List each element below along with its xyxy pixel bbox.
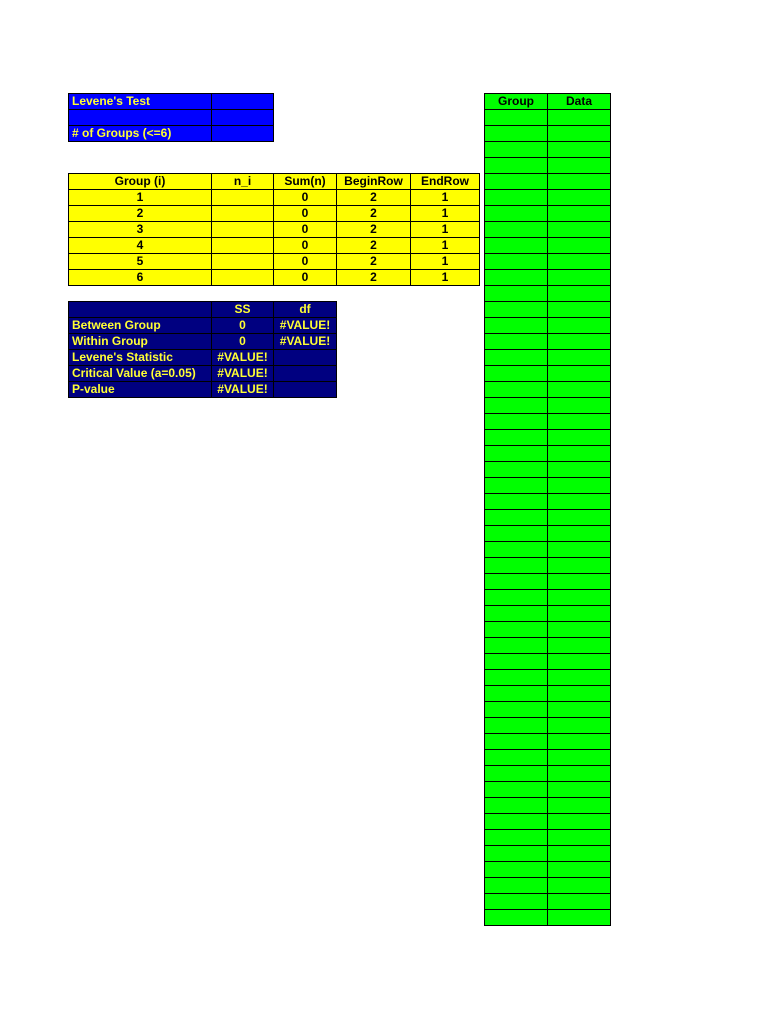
group-entry-cell[interactable] xyxy=(485,350,548,366)
group-entry-cell[interactable] xyxy=(485,798,548,814)
data-entry-cell[interactable] xyxy=(548,158,611,174)
data-entry-cell[interactable] xyxy=(548,878,611,894)
summary-ss-cell: #VALUE! xyxy=(212,350,274,366)
data-entry-cell[interactable] xyxy=(548,862,611,878)
data-entry-cell[interactable] xyxy=(548,334,611,350)
summary-label: Within Group xyxy=(69,334,212,350)
data-entry-row xyxy=(485,702,611,718)
group-entry-cell[interactable] xyxy=(485,158,548,174)
summary-row xyxy=(69,318,337,334)
data-entry-cell[interactable] xyxy=(548,702,611,718)
data-entry-cell[interactable] xyxy=(548,670,611,686)
data-entry-cell[interactable] xyxy=(548,558,611,574)
group-entry-cell[interactable] xyxy=(485,142,548,158)
data-entry-row xyxy=(485,910,611,926)
data-entry-row xyxy=(485,846,611,862)
data-entry-row xyxy=(485,142,611,158)
group-index-cell: 1 xyxy=(69,190,212,206)
group-entry-cell[interactable] xyxy=(485,254,548,270)
data-entry-cell[interactable] xyxy=(548,190,611,206)
data-entry-row xyxy=(485,862,611,878)
levene-blank-value-cell[interactable] xyxy=(212,110,274,126)
begin-row-cell: 2 xyxy=(337,254,411,270)
group-index-cell: 5 xyxy=(69,254,212,270)
group-entry-cell[interactable] xyxy=(485,542,548,558)
sum-n-cell: 0 xyxy=(274,254,337,270)
data-entry-row xyxy=(485,558,611,574)
n-i-input-cell[interactable] xyxy=(212,190,274,206)
group-entry-cell[interactable] xyxy=(485,414,548,430)
n-i-input-cell[interactable] xyxy=(212,238,274,254)
summary-row xyxy=(69,366,337,382)
data-entry-row xyxy=(485,334,611,350)
group-entry-cell[interactable] xyxy=(485,302,548,318)
data-entry-cell[interactable] xyxy=(548,846,611,862)
data-entry-cell[interactable] xyxy=(548,238,611,254)
data-entry-cell[interactable] xyxy=(548,590,611,606)
data-entry-row xyxy=(485,350,611,366)
data-entry-cell[interactable] xyxy=(548,894,611,910)
data-entry-row xyxy=(485,590,611,606)
data-entry-row xyxy=(485,462,611,478)
summary-df-cell xyxy=(274,382,337,398)
data-entry-row xyxy=(485,446,611,462)
group-entry-cell[interactable] xyxy=(485,606,548,622)
data-entry-row xyxy=(485,478,611,494)
summary-row xyxy=(69,334,337,350)
data-entry-row xyxy=(485,222,611,238)
data-entry-cell[interactable] xyxy=(548,350,611,366)
data-entry-row xyxy=(485,494,611,510)
data-entry-row xyxy=(485,398,611,414)
summary-ss-cell: #VALUE! xyxy=(212,366,274,382)
data-entry-cell[interactable] xyxy=(548,766,611,782)
summary-ss-cell: 0 xyxy=(212,334,274,350)
data-entry-row xyxy=(485,574,611,590)
data-entry-cell[interactable] xyxy=(548,302,611,318)
data-entry-row xyxy=(485,190,611,206)
data-entry-row xyxy=(485,878,611,894)
summary-label: Between Group xyxy=(69,318,212,334)
summary-header-ss: SS xyxy=(212,302,274,318)
data-entry-row xyxy=(485,286,611,302)
group-entry-cell[interactable] xyxy=(485,382,548,398)
group-entry-cell[interactable] xyxy=(485,782,548,798)
data-entry-row xyxy=(485,510,611,526)
group-entry-cell[interactable] xyxy=(485,734,548,750)
levene-title-row xyxy=(69,94,274,110)
data-entry-cell[interactable] xyxy=(548,270,611,286)
begin-row-cell: 2 xyxy=(337,270,411,286)
data-entry-cell[interactable] xyxy=(548,638,611,654)
group-index-cell: 4 xyxy=(69,238,212,254)
sum-n-cell: 0 xyxy=(274,270,337,286)
data-entry-cell[interactable] xyxy=(548,414,611,430)
data-entry-row xyxy=(485,622,611,638)
data-entry-cell[interactable] xyxy=(548,398,611,414)
group-entry-cell[interactable] xyxy=(485,718,548,734)
data-entry-cell[interactable] xyxy=(548,622,611,638)
group-entry-cell[interactable] xyxy=(485,670,548,686)
data-entry-cell[interactable] xyxy=(548,798,611,814)
data-entry-cell[interactable] xyxy=(548,462,611,478)
data-entry-row xyxy=(485,126,611,142)
data-entry-row xyxy=(485,382,611,398)
group-entry-cell[interactable] xyxy=(485,622,548,638)
group-entry-cell[interactable] xyxy=(485,510,548,526)
data-entry-row xyxy=(485,206,611,222)
group-entry-cell[interactable] xyxy=(485,686,548,702)
data-entry-cell[interactable] xyxy=(548,254,611,270)
header-n-i: n_i xyxy=(212,174,274,190)
data-entry-row xyxy=(485,238,611,254)
groups-count-row xyxy=(69,126,274,142)
group-row xyxy=(69,222,480,238)
group-entry-cell[interactable] xyxy=(485,654,548,670)
group-entry-cell[interactable] xyxy=(485,206,548,222)
header-group: Group (i) xyxy=(69,174,212,190)
data-entry-row xyxy=(485,254,611,270)
groups-count-input[interactable] xyxy=(212,126,274,142)
data-entry-row xyxy=(485,654,611,670)
data-table-body xyxy=(485,110,611,926)
data-header-row xyxy=(485,94,611,110)
begin-row-cell: 2 xyxy=(337,206,411,222)
data-entry-row xyxy=(485,414,611,430)
levene-input-block xyxy=(68,93,274,142)
data-entry-cell[interactable] xyxy=(548,830,611,846)
group-entry-cell[interactable] xyxy=(485,894,548,910)
group-row xyxy=(69,254,480,270)
group-entry-cell[interactable] xyxy=(485,702,548,718)
data-entry-row xyxy=(485,366,611,382)
data-entry-cell[interactable] xyxy=(548,734,611,750)
group-index-cell: 6 xyxy=(69,270,212,286)
data-entry-row xyxy=(485,830,611,846)
group-entry-cell[interactable] xyxy=(485,238,548,254)
data-entry-cell[interactable] xyxy=(548,814,611,830)
group-entry-cell[interactable] xyxy=(485,270,548,286)
summary-df-cell: #VALUE! xyxy=(274,334,337,350)
group-entry-cell[interactable] xyxy=(485,318,548,334)
groups-table-body xyxy=(69,190,480,286)
end-row-cell: 1 xyxy=(411,222,480,238)
group-entry-cell[interactable] xyxy=(485,478,548,494)
group-entry-cell[interactable] xyxy=(485,462,548,478)
data-entry-row xyxy=(485,318,611,334)
data-entry-cell[interactable] xyxy=(548,750,611,766)
summary-label: P-value xyxy=(69,382,212,398)
summary-ss-cell: 0 xyxy=(212,318,274,334)
header-end-row: EndRow xyxy=(411,174,480,190)
data-entry-row xyxy=(485,158,611,174)
data-entry-cell[interactable] xyxy=(548,654,611,670)
group-entry-cell[interactable] xyxy=(485,174,548,190)
group-row xyxy=(69,206,480,222)
data-entry-row xyxy=(485,270,611,286)
begin-row-cell: 2 xyxy=(337,222,411,238)
levene-blank-row xyxy=(69,110,274,126)
summary-df-cell xyxy=(274,350,337,366)
begin-row-cell: 2 xyxy=(337,238,411,254)
summary-row xyxy=(69,350,337,366)
group-entry-cell[interactable] xyxy=(485,558,548,574)
data-entry-cell[interactable] xyxy=(548,446,611,462)
summary-header-df: df xyxy=(274,302,337,318)
data-entry-row xyxy=(485,686,611,702)
n-i-input-cell[interactable] xyxy=(212,222,274,238)
group-entry-cell[interactable] xyxy=(485,334,548,350)
groups-table-header xyxy=(69,174,480,190)
data-entry-cell[interactable] xyxy=(548,718,611,734)
data-entry-row xyxy=(485,670,611,686)
data-entry-cell[interactable] xyxy=(548,126,611,142)
data-entry-cell[interactable] xyxy=(548,174,611,190)
data-entry-row xyxy=(485,110,611,126)
data-entry-cell[interactable] xyxy=(548,110,611,126)
data-entry-row xyxy=(485,782,611,798)
data-entry-row xyxy=(485,542,611,558)
data-entry-cell[interactable] xyxy=(548,382,611,398)
data-entry-row xyxy=(485,814,611,830)
data-entry-row xyxy=(485,174,611,190)
group-entry-cell[interactable] xyxy=(485,878,548,894)
data-entry-cell[interactable] xyxy=(548,574,611,590)
data-entry-cell[interactable] xyxy=(548,606,611,622)
data-entry-cell[interactable] xyxy=(548,366,611,382)
sum-n-cell: 0 xyxy=(274,222,337,238)
summary-label: Critical Value (a=0.05) xyxy=(69,366,212,382)
sum-n-cell: 0 xyxy=(274,206,337,222)
data-entry-cell[interactable] xyxy=(548,222,611,238)
data-entry-row xyxy=(485,718,611,734)
levene-blank-label-cell[interactable] xyxy=(69,110,212,126)
data-entry-cell[interactable] xyxy=(548,542,611,558)
summary-df-cell: #VALUE! xyxy=(274,318,337,334)
group-entry-cell[interactable] xyxy=(485,286,548,302)
end-row-cell: 1 xyxy=(411,238,480,254)
group-entry-cell[interactable] xyxy=(485,766,548,782)
end-row-cell: 1 xyxy=(411,254,480,270)
data-header-data: Data xyxy=(548,94,611,110)
group-entry-cell[interactable] xyxy=(485,398,548,414)
group-entry-cell[interactable] xyxy=(485,910,548,926)
data-entry-row xyxy=(485,750,611,766)
data-entry-row xyxy=(485,798,611,814)
group-entry-cell[interactable] xyxy=(485,222,548,238)
header-begin-row: BeginRow xyxy=(337,174,411,190)
group-entry-cell[interactable] xyxy=(485,814,548,830)
end-row-cell: 1 xyxy=(411,206,480,222)
summary-label: Levene's Statistic xyxy=(69,350,212,366)
begin-row-cell: 2 xyxy=(337,190,411,206)
data-entry-cell[interactable] xyxy=(548,782,611,798)
data-entry-row xyxy=(485,606,611,622)
data-entry-row xyxy=(485,526,611,542)
data-entry-row xyxy=(485,302,611,318)
data-entry-cell[interactable] xyxy=(548,510,611,526)
data-entry-table xyxy=(484,93,611,926)
data-entry-cell[interactable] xyxy=(548,430,611,446)
data-entry-row xyxy=(485,894,611,910)
data-entry-row xyxy=(485,734,611,750)
data-entry-cell[interactable] xyxy=(548,526,611,542)
data-entry-row xyxy=(485,638,611,654)
data-entry-row xyxy=(485,766,611,782)
group-entry-cell[interactable] xyxy=(485,750,548,766)
group-entry-cell[interactable] xyxy=(485,190,548,206)
summary-ss-cell: #VALUE! xyxy=(212,382,274,398)
data-entry-cell[interactable] xyxy=(548,478,611,494)
group-entry-cell[interactable] xyxy=(485,638,548,654)
data-entry-cell[interactable] xyxy=(548,686,611,702)
group-entry-cell[interactable] xyxy=(485,574,548,590)
group-entry-cell[interactable] xyxy=(485,862,548,878)
group-entry-cell[interactable] xyxy=(485,590,548,606)
group-row xyxy=(69,238,480,254)
data-entry-cell[interactable] xyxy=(548,910,611,926)
group-entry-cell[interactable] xyxy=(485,830,548,846)
groups-count-label: # of Groups (<=6) xyxy=(69,126,212,142)
n-i-input-cell[interactable] xyxy=(212,270,274,286)
groups-table xyxy=(68,173,480,286)
data-entry-cell[interactable] xyxy=(548,494,611,510)
levene-title: Levene's Test xyxy=(69,94,212,110)
data-entry-cell[interactable] xyxy=(548,142,611,158)
group-entry-cell[interactable] xyxy=(485,126,548,142)
group-entry-cell[interactable] xyxy=(485,430,548,446)
summary-row xyxy=(69,382,337,398)
data-entry-cell[interactable] xyxy=(548,206,611,222)
group-entry-cell[interactable] xyxy=(485,494,548,510)
group-row xyxy=(69,190,480,206)
group-entry-cell[interactable] xyxy=(485,366,548,382)
group-entry-cell[interactable] xyxy=(485,846,548,862)
end-row-cell: 1 xyxy=(411,190,480,206)
data-header-group: Group xyxy=(485,94,548,110)
summary-df-cell xyxy=(274,366,337,382)
group-index-cell: 2 xyxy=(69,206,212,222)
n-i-input-cell[interactable] xyxy=(212,206,274,222)
end-row-cell: 1 xyxy=(411,270,480,286)
header-sum-n: Sum(n) xyxy=(274,174,337,190)
data-entry-row xyxy=(485,430,611,446)
group-index-cell: 3 xyxy=(69,222,212,238)
data-entry-cell[interactable] xyxy=(548,286,611,302)
n-i-input-cell[interactable] xyxy=(212,254,274,270)
summary-header-row xyxy=(69,302,337,318)
summary-table-body xyxy=(69,318,337,398)
summary-header-blank xyxy=(69,302,212,318)
sum-n-cell: 0 xyxy=(274,238,337,254)
group-entry-cell[interactable] xyxy=(485,110,548,126)
group-entry-cell[interactable] xyxy=(485,526,548,542)
sum-n-cell: 0 xyxy=(274,190,337,206)
group-entry-cell[interactable] xyxy=(485,446,548,462)
data-entry-cell[interactable] xyxy=(548,318,611,334)
levene-title-value-cell[interactable] xyxy=(212,94,274,110)
summary-table xyxy=(68,301,337,398)
group-row xyxy=(69,270,480,286)
